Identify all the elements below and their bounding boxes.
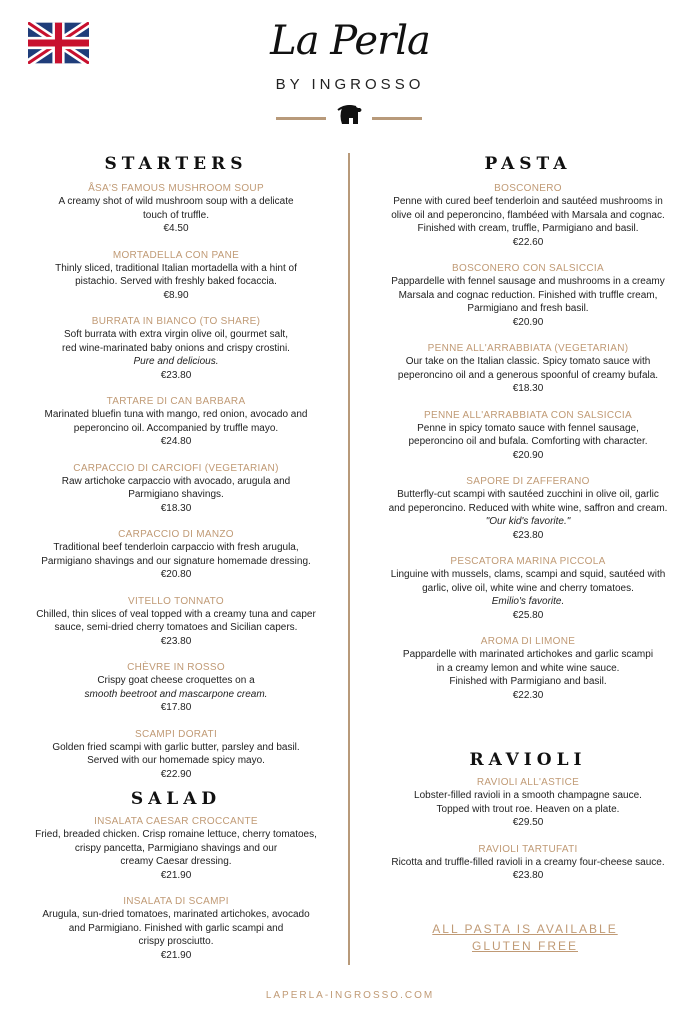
item-desc: Pappardelle with fennel sausage and mushrooms in a creamy [391,276,665,287]
item-name: CARPACCIO DI CARCIOFI (VEGETARIAN) [73,462,279,474]
item-name: ÅSA'S FAMOUS MUSHROOM SOUP [88,183,264,194]
menu-item [372,342,684,396]
item-price: €23.80 [512,529,544,541]
item-desc: sauce, semi-dried cherry tomatoes and Sicilian capers. [54,622,298,633]
menu-item [20,528,332,582]
menu-item [20,595,332,649]
item-name: VITELLO TONNATO [127,595,224,607]
item-desc: Finished with Parmigiano and basil. [449,676,607,687]
item-price: €4.50 [163,223,189,234]
item-price: €29.50 [512,817,544,828]
item-desc: and peperoncino. Reduced with white wine, saffron and cream. [388,502,668,514]
item-desc: in a creamy lemon and white wine sauce. [436,662,620,674]
item-price: €8.90 [163,289,189,301]
item-price: €22.60 [512,236,544,248]
item-name: PENNE ALL'ARRABBIATA (VEGETARIAN) [427,343,629,354]
right-column [372,152,684,883]
item-name: INSALATA CAESAR CROCCANTE [94,816,258,827]
item-name: RAVIOLI ALL'ASTICE [476,777,580,788]
column-divider [348,153,350,965]
item-name: MORTADELLA CON PANE [112,249,240,261]
item-desc: Parmigiano and fresh basil. [467,303,589,314]
item-price: €20.90 [512,449,544,461]
item-desc: Ricotta and truffle-filled ravioli in a creamy four-cheese sauce. [391,856,665,868]
item-desc: Parmigiano shavings and our signature homemade dressing. [41,555,311,567]
item-desc: creamy Caesar dressing. [120,856,232,867]
menu-item [372,262,684,329]
item-desc: crispy prosciutto. [138,936,214,947]
item-price: €18.30 [512,383,544,394]
item-name: SAPORE DI ZAFFERANO [466,476,590,487]
item-desc: peperoncino oil. Accompanied by truffle mayo. [73,422,279,434]
item-name: TARTARE DI CAN BARBARA [106,396,246,407]
item-price: €23.80 [160,635,192,647]
item-desc: Lobster-filled ravioli in a smooth champagne sauce. [414,790,642,801]
item-price: €23.80 [512,870,544,881]
item-note: Emilio's favorite. [491,596,565,607]
gluten-free-line-1: ALL PASTA IS AVAILABLE [432,922,618,936]
item-name: BOSCONERO [494,183,562,194]
item-desc: peperoncino oil and a generous spoonful of creamy bufala. [397,369,659,381]
item-desc: Traditional beef tenderloin carpaccio with fresh arugula, [53,542,299,553]
item-desc: Soft burrata with extra virgin olive oil, gourmet salt, [64,329,288,340]
spartan-helmet-icon [334,104,364,128]
item-desc: olive oil and peperoncino, flambéed with Marsala and cognac. [391,209,665,221]
item-name: BOSCONERO CON SALSICCIA [452,263,604,274]
item-desc: Parmigiano shavings. [128,489,224,500]
left-column [20,152,332,962]
item-desc: Chilled, thin slices of veal topped with a creamy tuna and caper [36,608,316,620]
header-rule-left [276,117,326,120]
item-desc: and Parmigiano. Finished with garlic scampi and [68,922,284,934]
item-name: BURRATA IN BIANCO (TO SHARE) [91,316,261,327]
item-desc: garlic, olive oil, white wine and cherry tomatoes. [422,582,634,594]
item-name: CHÈVRE IN ROSSO [127,662,225,673]
item-price: €20.90 [512,316,544,328]
section-title-pasta: PASTA [484,154,572,174]
item-desc: Served with our homemade spicy mayo. [87,755,265,766]
menu-item [372,555,684,622]
item-desc: Penne in spicy tomato sauce with fennel sausage, [417,422,639,434]
menu-item [20,249,332,303]
brand-title: La Perla [270,18,430,64]
item-desc: Marinated bluefin tuna with mango, red onion, avocado and [44,409,308,420]
item-name: PESCATORA MARINA PICCOLA [450,556,606,567]
item-desc: Golden fried scampi with garlic butter, parsley and basil. [52,741,300,753]
item-note: Pure and delicious. [133,356,219,367]
item-price: €23.80 [160,369,192,381]
menu-item [20,462,332,516]
item-price: €17.80 [160,702,192,713]
item-name: CARPACCIO DI MANZO [118,529,234,540]
menu-item [372,182,684,249]
menu-item [372,635,684,702]
section-title-starters: STARTERS [104,154,248,174]
item-desc: Marsala and cognac reduction. Finished with truffle cream, [398,289,658,301]
item-desc: Fried, breaded chicken. Crisp romaine lettuce, cherry tomatoes, [35,829,317,840]
menu-item [20,395,332,449]
item-desc: Arugula, sun-dried tomatoes, marinated artichokes, avocado [42,909,310,920]
item-price: €22.90 [160,768,192,780]
item-price: €21.90 [160,869,192,881]
item-desc: Finished with cream, truffle, Parmigiano and basil. [417,223,639,234]
menu-item [372,776,684,830]
menu-item [20,895,332,962]
item-price: €20.80 [160,569,192,580]
item-name: RAVIOLI TARTUFATI [478,843,578,855]
menu-item [20,661,332,715]
item-note: "Our kid's favorite." [485,516,571,527]
item-name: SCAMPI DORATI [134,728,218,740]
footer-website-link[interactable]: LAPERLA-INGROSSO.COM [265,990,435,1001]
item-desc: peperoncino oil and bufala. Comforting with character. [408,436,648,447]
item-name: INSALATA DI SCAMPI [123,896,229,907]
menu-item [20,182,332,236]
gluten-free-notice [420,921,630,955]
menu-item [20,728,332,782]
gluten-free-line-2: GLUTEN FREE [471,939,578,953]
item-price: €22.30 [512,689,544,701]
menu-item [20,315,332,382]
item-name: AROMA DI LIMONE [480,636,576,647]
item-desc: smooth beetroot and mascarpone cream. [84,688,268,700]
item-desc: Thinly sliced, traditional Italian mortadella with a hint of [55,262,297,274]
item-desc: Topped with trout roe. Heaven on a plate. [436,803,620,815]
item-price: €21.90 [160,949,192,961]
item-desc: red wine-marinated baby onions and crispy crostini. [62,342,290,354]
item-desc: Pappardelle with marinated artichokes and garlic scampi [402,649,654,660]
item-name: PENNE ALL'ARRABBIATA CON SALSICCIA [424,409,632,421]
header-rule-right [372,117,422,120]
item-price: €24.80 [160,436,192,447]
item-desc: Butterfly-cut scampi with sautéed zucchini in olive oil, garlic [397,489,659,500]
item-desc: crispy pancetta, Parmigiano shavings and our [74,842,278,854]
menu-item [372,409,684,463]
section-title-ravioli: RAVIOLI [469,750,587,770]
item-desc: Penne with cured beef tenderloin and sautéed mushrooms in [393,196,663,207]
item-desc: touch of truffle. [143,209,209,221]
item-price: €18.30 [160,502,192,514]
menu-item [20,815,332,882]
item-desc: A creamy shot of wild mushroom soup with a delicate [58,196,294,207]
item-desc: Raw artichoke carpaccio with avocado, arugula and [61,475,291,487]
menu-item [372,843,684,883]
menu-item [372,475,684,542]
section-title-salad: SALAD [130,789,222,809]
item-price: €25.80 [512,609,544,621]
item-desc: Our take on the Italian classic. Spicy tomato sauce with [405,356,651,367]
item-desc: pistachio. Served with freshly baked focaccia. [75,276,277,287]
item-desc: Crispy goat cheese croquettes on a [97,675,255,686]
item-desc: Linguine with mussels, clams, scampi and squid, sautéed with [390,569,666,580]
brand-subtitle: BY INGROSSO [275,76,425,93]
